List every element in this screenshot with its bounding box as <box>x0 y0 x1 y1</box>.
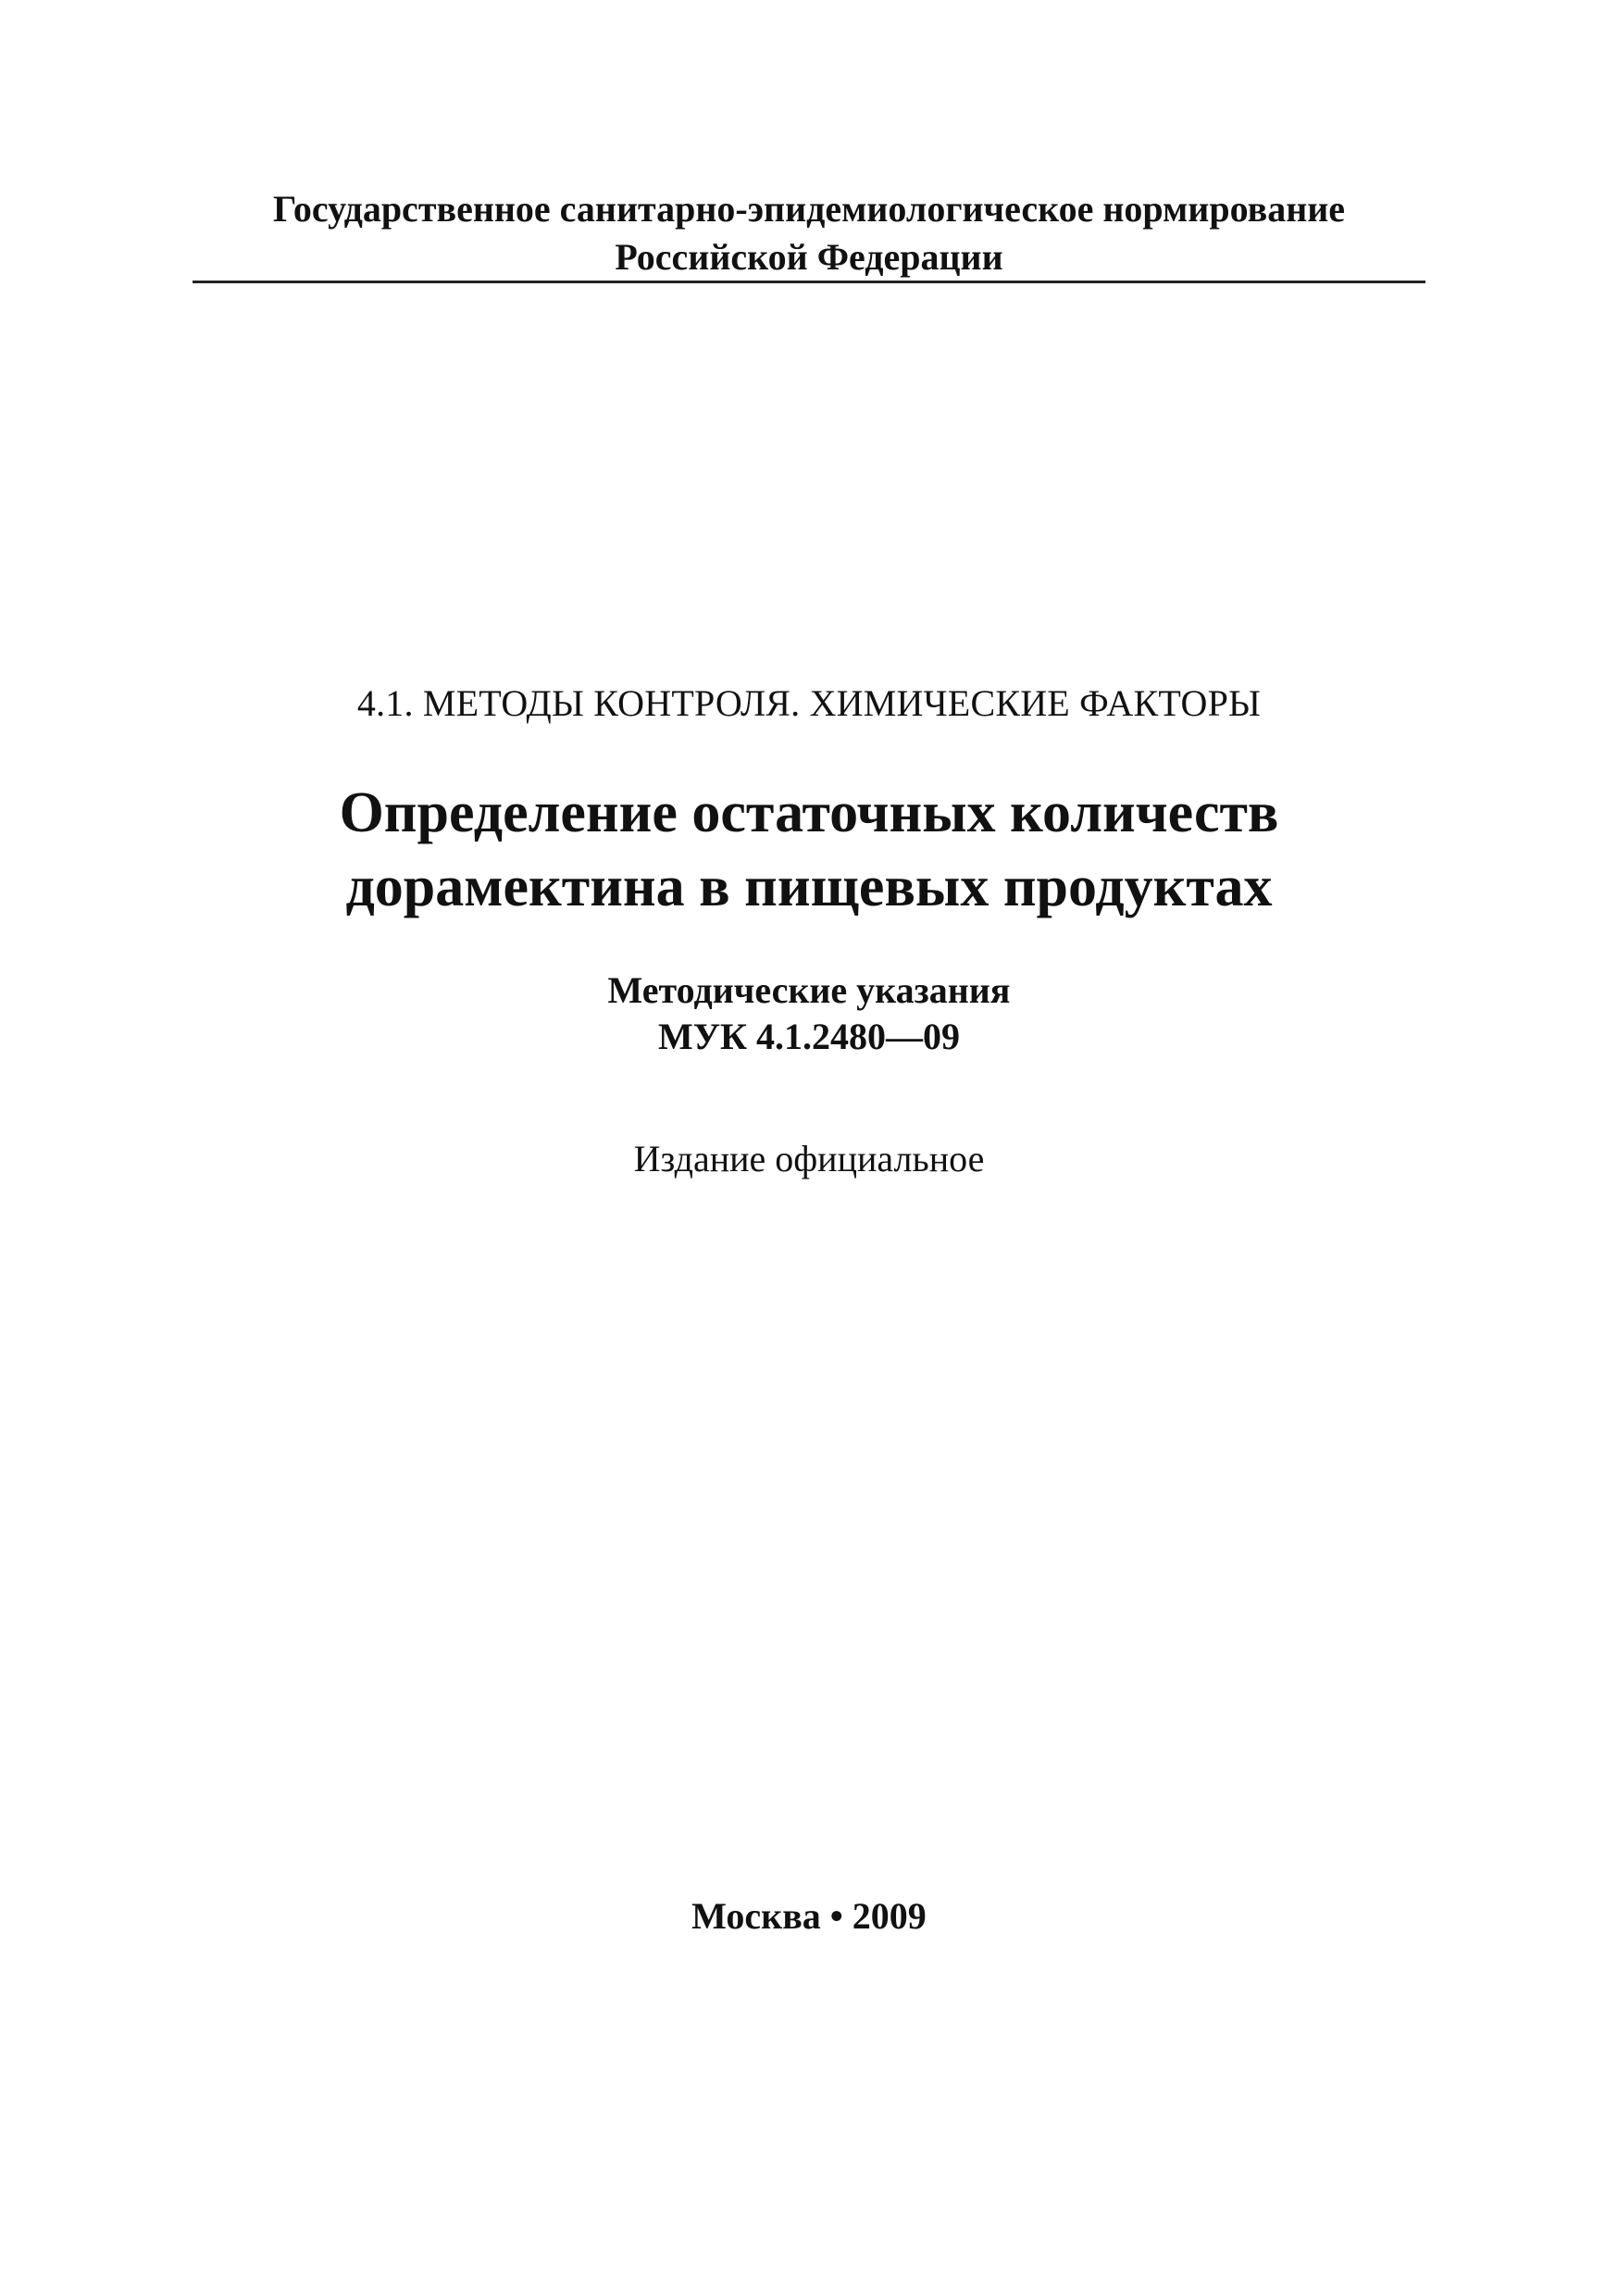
header-divider <box>193 281 1425 283</box>
header-line-1: Государственное санитарно-эпидемиологическое нормирование <box>272 188 1346 230</box>
header-line-2: Российской Федерации <box>615 236 1003 278</box>
issuing-body-header <box>193 185 1425 281</box>
edition-note: Издание официальное <box>633 1138 985 1179</box>
document-title <box>193 776 1425 924</box>
series-heading: 4.1. МЕТОДЫ КОНТРОЛЯ. ХИМИЧЕСКИЕ ФАКТОРЫ <box>356 682 1262 724</box>
title-line-1: Определение остаточных количеств <box>339 781 1279 844</box>
subtitle-line-1: Методические указания <box>607 969 1011 1011</box>
imprint: Москва • 2009 <box>691 1895 927 1937</box>
document-subtitle <box>193 967 1425 1060</box>
title-line-2: дорамектина в пищевых продуктах <box>345 855 1273 918</box>
document-code: МУК 4.1.2480—09 <box>657 1016 961 1057</box>
